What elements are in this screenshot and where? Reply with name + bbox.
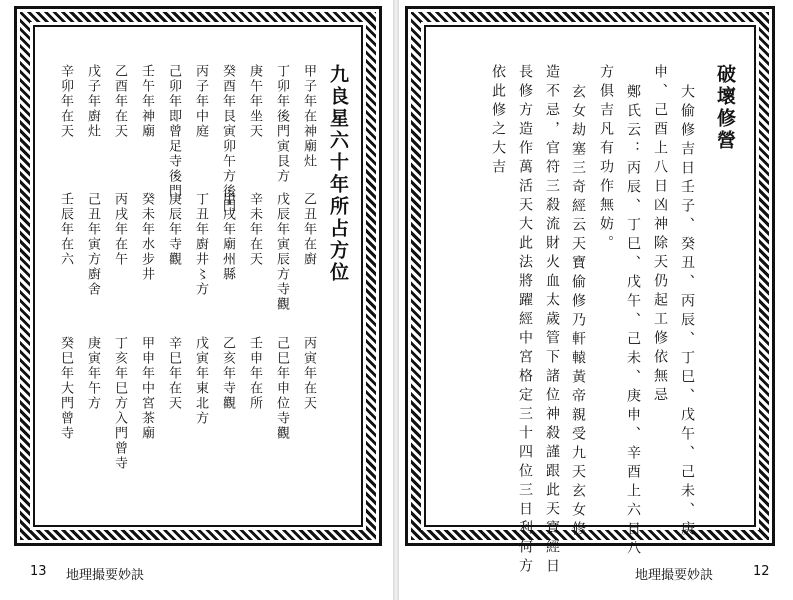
- year-entry: 丁丑年廚井〻方: [193, 192, 208, 297]
- year-entry: 辛卯年在天: [58, 64, 73, 139]
- year-entry: 丙戌年在午: [112, 192, 127, 267]
- year-entry: 丁卯年後門寅艮方: [274, 64, 289, 184]
- text-column: 大偷修吉日壬子、癸丑、丙辰、丁巳、戊午、己未、庚: [679, 84, 695, 540]
- page-number: 13: [30, 564, 47, 579]
- year-entry: 己丑年寅方廚舍: [85, 192, 100, 297]
- year-entry: 戊子年廚灶: [85, 64, 100, 139]
- text-column: 方俱吉凡有功作無妨。: [598, 64, 614, 254]
- book-title: 地理撮要妙訣: [66, 568, 145, 583]
- year-entry: 丙子年中庭: [193, 64, 208, 139]
- text-column: 玄女劫塞三奇經云天寶偷修乃軒轅黃帝親受九天玄女修: [570, 84, 586, 540]
- right-page: [397, 0, 793, 600]
- year-entry: 戊辰年寅辰方寺觀: [274, 192, 289, 312]
- year-entry: 戊寅年東北方: [193, 336, 208, 426]
- year-entry: 辛巳年在天: [166, 336, 181, 411]
- year-entry: 己巳年申位寺觀: [274, 336, 289, 441]
- year-entry: 乙亥年寺觀: [220, 336, 235, 411]
- year-entry: 壬午年神廟: [139, 64, 154, 139]
- text-column: 依此修之大吉: [490, 64, 506, 178]
- year-entry: 乙酉年在天: [112, 64, 127, 139]
- year-entry: 癸酉年艮寅卯午方後門: [220, 64, 235, 214]
- year-entry: 甲戌年廟州縣: [220, 192, 235, 282]
- text-column: 申、己酉上八日凶神除天仍起工修依無忌: [652, 64, 668, 406]
- year-entry: 丙寅年在天: [301, 336, 316, 411]
- year-entry: 庚辰年寺觀: [166, 192, 181, 267]
- year-entry: 甲子年在神廟灶: [301, 64, 316, 169]
- text-column: 造不忌，官符三殺流財火血太歲管下諸位神殺謹跟此天寶經日: [544, 64, 560, 577]
- year-entry: 癸巳年大門曾寺: [58, 336, 73, 441]
- year-entry: 庚寅年午方: [85, 336, 100, 411]
- year-entry: 甲申年中宮茶廟: [139, 336, 154, 441]
- year-entry: 丁亥年巳方入門曾寺: [112, 336, 127, 471]
- year-entry: 癸未年水步井: [139, 192, 154, 282]
- book-title: 地理撮要妙訣: [635, 568, 714, 583]
- year-entry: 辛未年在天: [247, 192, 262, 267]
- page-title: 破壞修營: [714, 64, 736, 152]
- page-title: 九良星六十年所占方位: [327, 64, 349, 284]
- left-page: [0, 0, 396, 600]
- page-number: 12: [753, 564, 770, 579]
- year-entry: 壬辰年在六: [58, 192, 73, 267]
- year-entry: 壬申年在所: [247, 336, 262, 411]
- text-column: 長修方造作萬活天大此法將躍經中宮格定三十四位三日利何方: [517, 64, 533, 577]
- year-entry: 己卯年即曾足寺後門: [166, 64, 181, 199]
- text-column: 鄭氏云：丙辰、丁巳、戊午、己未、庚申、辛酉上六日八: [625, 84, 641, 559]
- year-entry: 乙丑年在廚: [301, 192, 316, 267]
- year-entry: 庚午年坐天: [247, 64, 262, 139]
